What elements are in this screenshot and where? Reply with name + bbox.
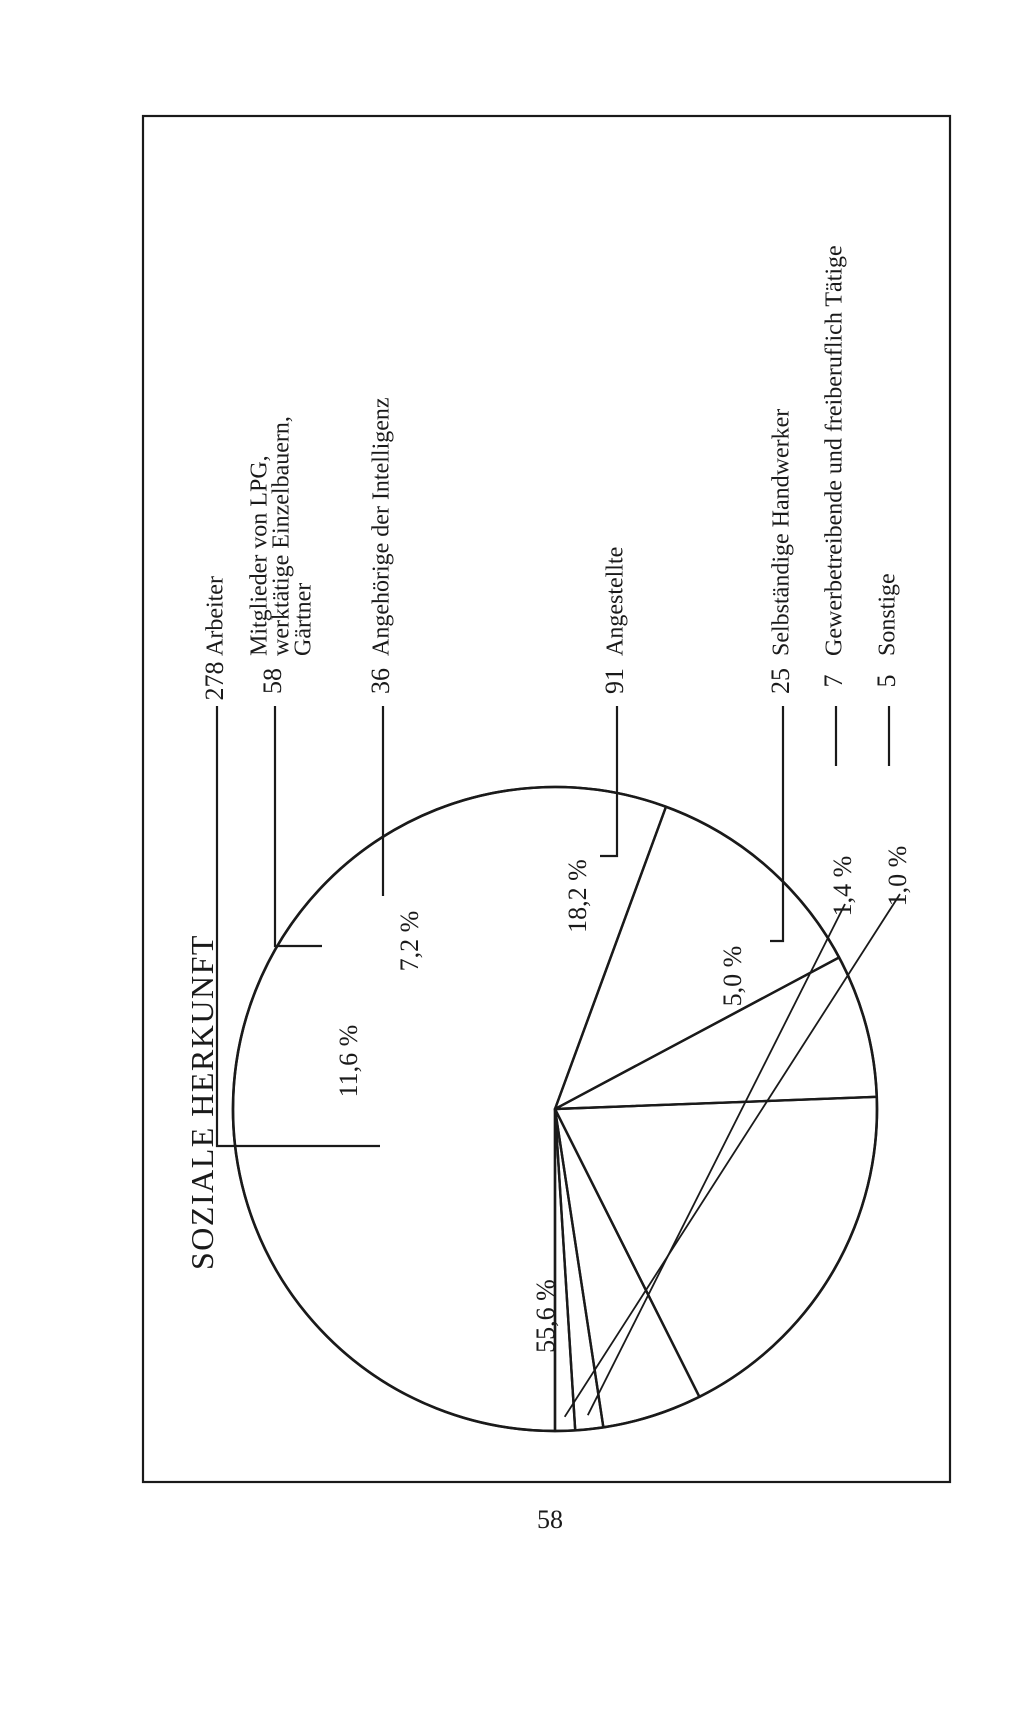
pie-slice [555,1097,877,1397]
count-label: 278 [199,661,229,701]
count-label: 58 [257,668,287,694]
percent-label: 7,2 % [394,910,424,972]
page-number: 58 [537,1505,563,1534]
category-label: Angehörige der Intelligenz [368,397,395,656]
chart-title: SOZIALE HERKUNFT [184,934,220,1270]
category-label: Mitglieder von LPG, [246,455,273,656]
percent-label: 1,0 % [882,845,912,907]
percent-label: 1,4 % [827,855,857,917]
category-label: Angestellte [602,546,629,656]
count-label: 36 [365,668,395,694]
percent-label: 11,6 % [333,1024,363,1098]
category-label: Arbeiter [202,576,229,656]
percent-label: 55,6 % [530,1279,560,1353]
category-label: Selbständige Handwerker [768,408,795,656]
pie-slice [233,787,666,1431]
category-label: Gärtner [290,582,317,656]
count-label: 25 [765,668,795,694]
pie-slice [555,1109,699,1427]
category-label: Gewerbetreibende und freiberuflich Tätige [821,245,848,656]
percent-label: 18,2 % [562,859,592,933]
leader-line [275,706,322,946]
pie-slice [555,807,839,1109]
slice-stub-line [588,904,845,1415]
count-labels [200,662,901,701]
category-labels [203,245,901,656]
percent-label: 5,0 % [717,945,747,1007]
leader-line [600,706,617,856]
category-label: Sonstige [874,573,901,656]
count-label: 5 [871,674,901,688]
count-label: 91 [599,668,629,694]
count-label: 7 [818,674,848,688]
leader-line [770,706,783,941]
category-label: werktätige Einzelbauern, [268,416,295,656]
pie-slice [555,1109,575,1431]
